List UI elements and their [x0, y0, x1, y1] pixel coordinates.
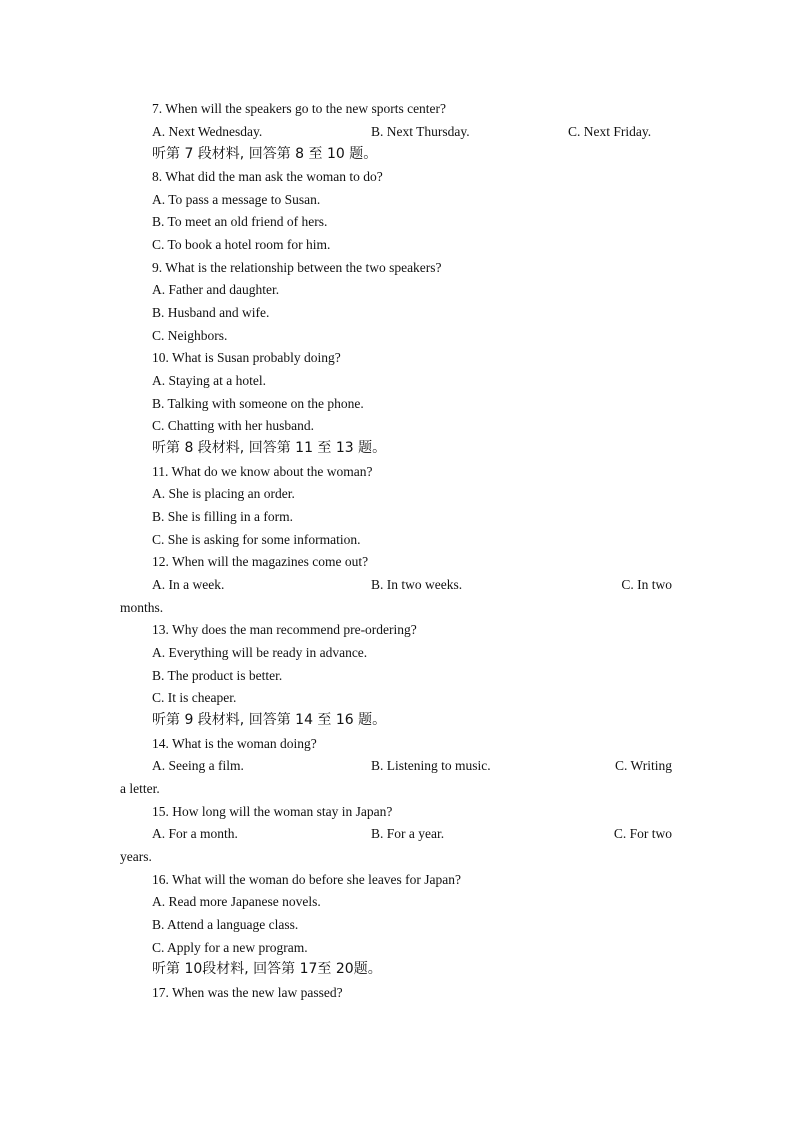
question-14: 14. What is the woman doing?: [152, 736, 317, 751]
question-12: 12. When will the magazines come out?: [152, 554, 369, 569]
q9-option-c: C. Neighbors.: [152, 328, 228, 343]
section-heading-10: 听第 10段材料, 回答第 17至 20题。: [152, 961, 382, 977]
q14-option-c: C. Writing: [615, 758, 672, 773]
question-9: 9. What is the relationship between the two speakers?: [152, 260, 442, 275]
question-11: 11. What do we know about the woman?: [152, 464, 373, 479]
q13-option-c: C. It is cheaper.: [152, 690, 237, 705]
section-heading-9: 听第 9 段材料, 回答第 14 至 16 题。: [152, 712, 387, 728]
q7-option-a: A. Next Wednesday.: [152, 124, 263, 139]
q13-option-a: A. Everything will be ready in advance.: [152, 645, 368, 660]
q9-option-b: B. Husband and wife.: [152, 305, 270, 320]
q10-option-b: B. Talking with someone on the phone.: [152, 396, 364, 411]
question-10: 10. What is Susan probably doing?: [152, 350, 341, 365]
section-heading-7: 听第 7 段材料, 回答第 8 至 10 题。: [152, 146, 378, 162]
q8-option-c: C. To book a hotel room for him.: [152, 237, 331, 252]
q11-option-c: C. She is asking for some information.: [152, 532, 361, 547]
question-15: 15. How long will the woman stay in Japan?: [152, 804, 393, 819]
question-16: 16. What will the woman do before she leaves for Japan?: [152, 872, 462, 887]
question-7: 7. When will the speakers go to the new sports center?: [152, 101, 447, 116]
q7-option-c: C. Next Friday.: [568, 124, 652, 139]
q15-option-b: B. For a year.: [371, 826, 445, 841]
q13-option-b: B. The product is better.: [152, 668, 283, 683]
q9-option-a: A. Father and daughter.: [152, 282, 280, 297]
question-17: 17. When was the new law passed?: [152, 985, 343, 1000]
q16-option-a: A. Read more Japanese novels.: [152, 894, 321, 909]
q12-option-c-continued: months.: [120, 600, 164, 615]
q11-option-b: B. She is filling in a form.: [152, 509, 293, 524]
q16-option-b: B. Attend a language class.: [152, 917, 299, 932]
question-13: 13. Why does the man recommend pre-ordering?: [152, 622, 417, 637]
q12-option-a: A. In a week.: [152, 577, 225, 592]
q12-option-b: B. In two weeks.: [371, 577, 463, 592]
q15-option-c: C. For two: [613, 826, 672, 841]
q8-option-a: A. To pass a message to Susan.: [152, 192, 321, 207]
q12-option-c: C. In two: [621, 577, 672, 592]
q14-option-b: B. Listening to music.: [371, 758, 491, 773]
q15-option-c-continued: years.: [120, 849, 152, 864]
q16-option-c: C. Apply for a new program.: [152, 940, 308, 955]
q14-option-a: A. Seeing a film.: [152, 758, 244, 773]
q14-option-c-continued: a letter.: [120, 781, 160, 796]
q10-option-c: C. Chatting with her husband.: [152, 418, 314, 433]
q8-option-b: B. To meet an old friend of hers.: [152, 214, 328, 229]
q11-option-a: A. She is placing an order.: [152, 486, 295, 501]
section-heading-8: 听第 8 段材料, 回答第 11 至 13 题。: [152, 440, 387, 456]
q7-option-b: B. Next Thursday.: [371, 124, 470, 139]
q10-option-a: A. Staying at a hotel.: [152, 373, 266, 388]
q15-option-a: A. For a month.: [152, 826, 238, 841]
question-8: 8. What did the man ask the woman to do?: [152, 169, 383, 184]
